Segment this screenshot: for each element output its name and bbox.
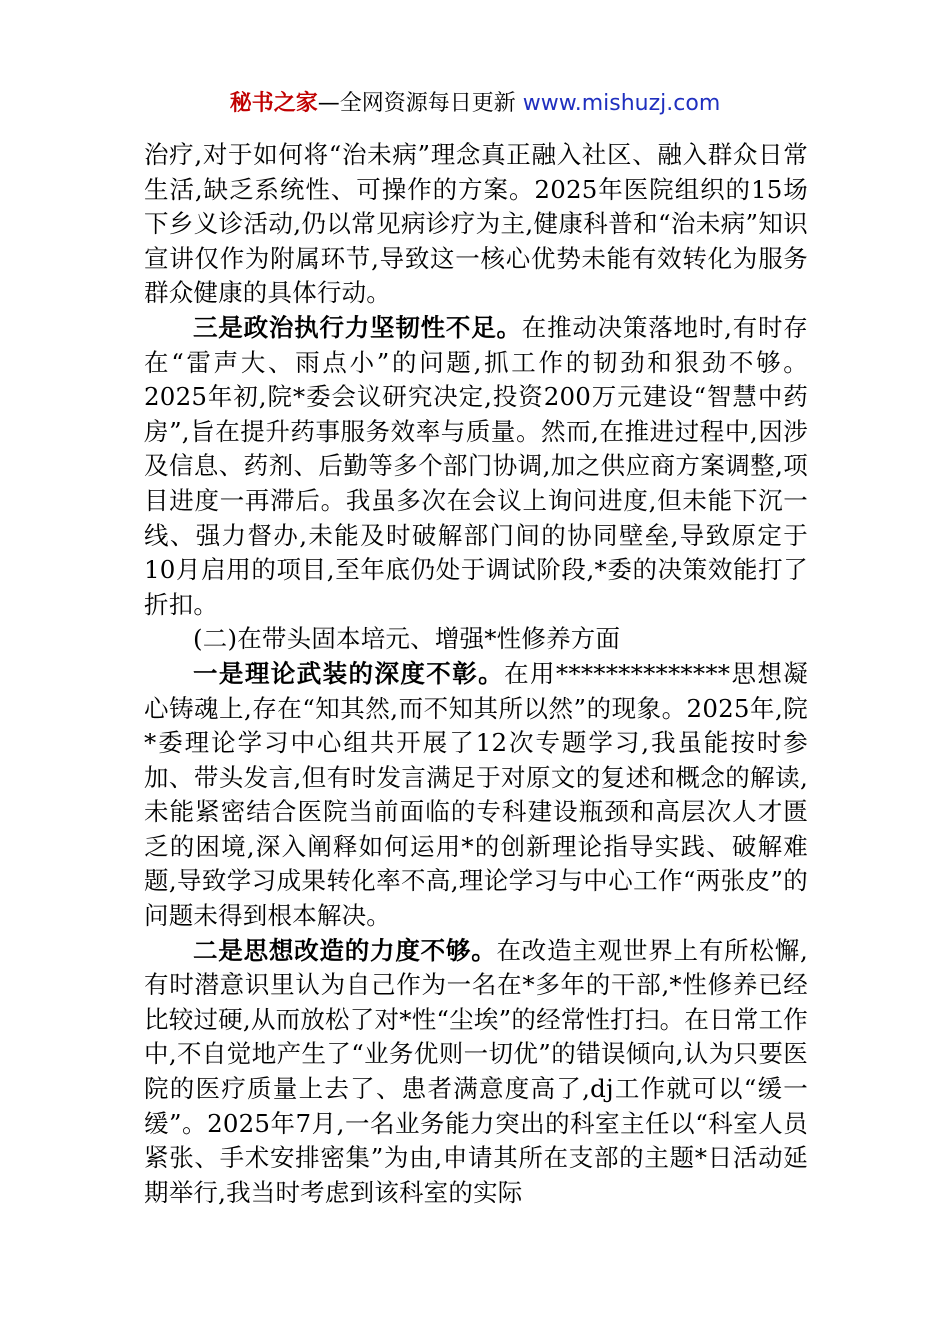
section-heading-text: (二)在带头固本培元、增强*性修养方面 [193, 624, 621, 654]
paragraph-1-text: 治疗,对于如何将“治未病”理念真正融入社区、融入群众日常生活,缺乏系统性、可操作的方案。2025年医院组织的15场下乡义诊活动,仍以常见病诊疗为主,健康科普和“治未病”知识宣讲仅作为附属环节,导致这一核心优势未能有效转化为服务群众健康的具体行动。 [144, 140, 808, 308]
paragraph-5 [144, 934, 808, 1211]
document-body [144, 138, 808, 1210]
header-brand: 秘书之家 [229, 91, 318, 116]
paragraph-2-lead: 三是政治执行力坚韧性不足。 [193, 312, 522, 342]
paragraph-4-text: 在用**************思想凝心铸魂上,存在“知其然,而不知其所以然”的现象。2025年,院*委理论学习中心组共开展了12次专题学习,我虽能按时参加、带头发言,但有时发言满足于对原文的复述和概念的解读,未能紧密结合医院当前面临的专科建设瓶颈和高层次人才匮乏的困境,深入阐释如何运用*的创新理论指导实践、破解难题,导致学习成果转化率不高,理论学习与中心工作“两张皮”的问题未得到根本解决。 [144, 658, 808, 931]
paragraph-2-text: 在推动决策落地时,有时存在“雷声大、雨点小”的问题,抓工作的韧劲和狠劲不够。2025年初,院*委会议研究决定,投资200万元建设“智慧中药房”,旨在提升药事服务效率与质量。然而,在推进过程中,因涉及信息、药剂、后勤等多个部门协调,加之供应商方案调整,项目进度一再滞后。我虽多次在会议上询问进度,但未能下沉一线、强力督办,未能及时破解部门间的协同壁垒,导致原定于10月启用的项目,至年底仍处于调试阶段,*委的决策效能打了折扣。 [144, 312, 808, 619]
section-heading [144, 622, 808, 657]
header-slogan: —全网资源每日更新 [317, 91, 516, 116]
page-header [0, 86, 950, 122]
paragraph-5-lead: 二是思想改造的力度不够。 [193, 935, 497, 965]
paragraph-5-text: 在改造主观世界上有所松懈,有时潜意识里认为自己作为一名在*多年的干部,*性修养已经比较过硬,从而放松了对*性“尘埃”的经常性打扫。在日常工作中,不自觉地产生了“业务优则一切优”的错误倾向,认为只要医院的医疗质量上去了、患者满意度高了,dj工作就可以“缓一缓”。2025年7月,一名业务能力突出的科室主任以“科室人员紧张、手术安排密集”为由,申请其所在支部的主题*日活动延期举行,我当时考虑到该科室的实际 [144, 935, 809, 1207]
paragraph-1 [144, 138, 808, 311]
paragraph-2 [144, 311, 808, 622]
header-site-link[interactable]: www.mishuzj.com [522, 91, 721, 116]
paragraph-4-lead: 一是理论武装的深度不彰。 [193, 658, 505, 688]
paragraph-4 [144, 657, 808, 934]
